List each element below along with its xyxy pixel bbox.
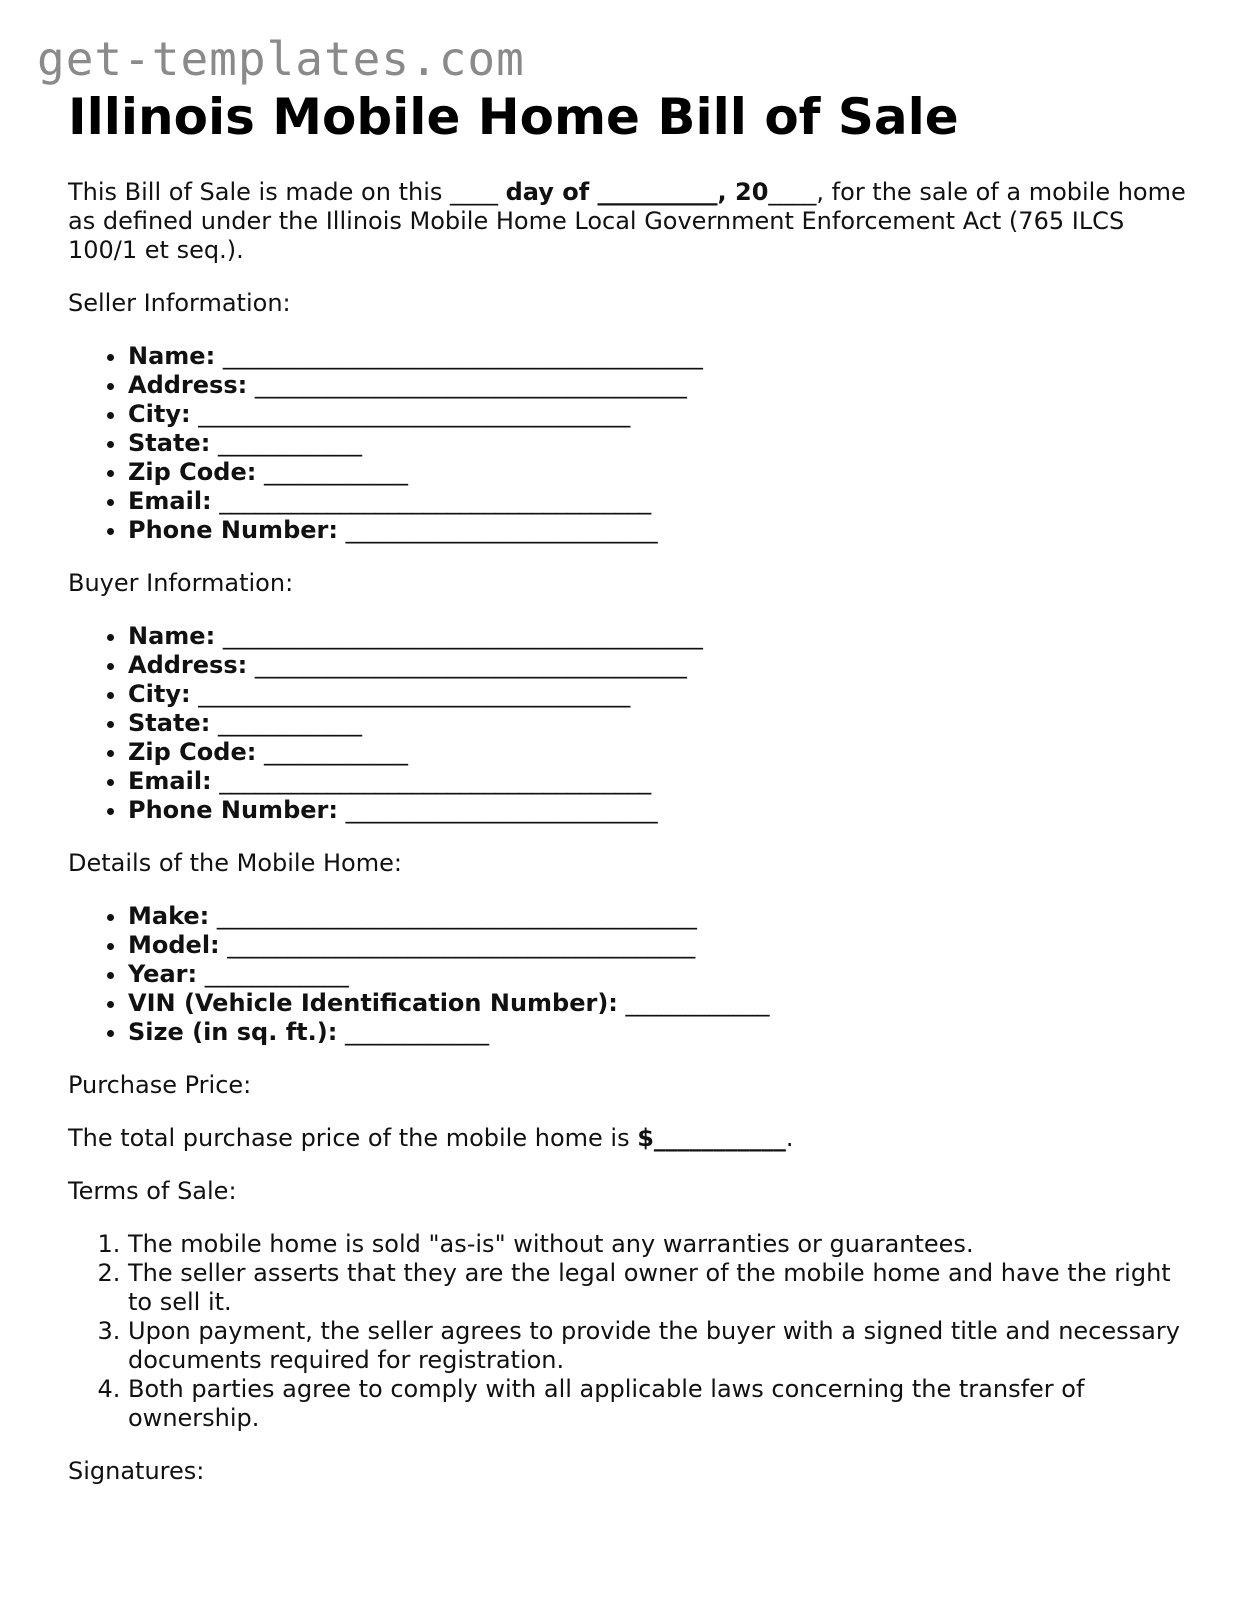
term-item: 3. Upon payment, the seller agrees to provide the buyer with a signed title and necessary documents required for registration. [128,1317,1188,1375]
field-label: VIN (Vehicle Identification Number): [128,989,618,1017]
buyer-state-field [128,709,1188,738]
field-label: Email: [128,767,212,795]
field-label: Phone Number: [128,516,338,544]
intro-text-1: This Bill of Sale is made on this ____ [68,178,506,206]
field-blank[interactable]: ____________________________________ [219,767,652,795]
intro-text-2: ____, for the sale of a mobile home as defined under the Illinois Mobile Home Local Government Enforcement Act (765 ILCS 100/1 et seq.). [68,178,1186,264]
watermark: get-templates.com [37,32,525,86]
field-label: State: [128,709,211,737]
home-vin-field [128,989,1188,1018]
intro-date-bold: day of __________, 20 [505,178,769,206]
terms-heading: Terms of Sale: [68,1177,237,1205]
purchase-price-blank[interactable]: $___________ [637,1124,786,1152]
buyer-address-field [128,651,1188,680]
home-fields [68,902,1188,1047]
field-blank[interactable]: ____________________________________ [219,487,652,515]
field-label: Size (in sq. ft.): [128,1018,338,1046]
buyer-heading: Buyer Information: [68,569,294,597]
seller-city-field [128,400,1188,429]
term-item: 2. The seller asserts that they are the legal owner of the mobile home and have the right to sell it. [128,1259,1188,1317]
field-label: Zip Code: [128,458,257,486]
seller-state-field [128,429,1188,458]
home-make-field [128,902,1188,931]
field-label: Zip Code: [128,738,257,766]
field-label: Phone Number: [128,796,338,824]
field-label: State: [128,429,211,457]
field-label: Email: [128,487,212,515]
field-label: Address: [128,651,248,679]
field-label: Address: [128,371,248,399]
term-item: 4. Both parties agree to comply with all applicable laws concerning the transfer of ownership. [128,1375,1188,1433]
seller-phone-field [128,516,1188,545]
buyer-city-field [128,680,1188,709]
term-item: 1. The mobile home is sold "as-is" without any warranties or guarantees. [128,1230,1188,1259]
field-blank[interactable]: __________________________ [345,796,658,824]
field-blank[interactable]: ________________________________________ [222,622,703,650]
field-blank[interactable]: ____________________________________ [198,680,631,708]
field-blank[interactable]: ____________ [217,709,362,737]
purchase-price-text: The total purchase price of the mobile home is [68,1124,638,1152]
seller-zip-field [128,458,1188,487]
field-label: City: [128,680,191,708]
buyer-email-field [128,767,1188,796]
purchase-price-heading: Purchase Price: [68,1071,252,1099]
document-body [68,86,1188,1486]
buyer-fields [68,622,1188,825]
terms-list [68,1230,1188,1433]
field-blank[interactable]: ____________ [625,989,770,1017]
field-blank[interactable]: ________________________________________ [222,342,703,370]
home-model-field [128,931,1188,960]
home-details-heading: Details of the Mobile Home: [68,849,402,877]
signatures-heading: Signatures: [68,1457,205,1485]
field-blank[interactable]: ____________ [263,458,408,486]
seller-email-field [128,487,1188,516]
seller-fields [68,342,1188,545]
home-year-field [128,960,1188,989]
purchase-price-end: . [785,1124,794,1152]
field-blank[interactable]: _______________________________________ [227,931,696,959]
field-label: Year: [128,960,198,988]
purchase-price-line [68,1124,1188,1153]
home-size-field [128,1018,1188,1047]
field-blank[interactable]: ____________ [263,738,408,766]
intro-paragraph [68,178,1188,265]
field-blank[interactable]: ____________ [217,429,362,457]
field-blank[interactable]: ________________________________________ [216,902,697,930]
field-blank[interactable]: ____________________________________ [198,400,631,428]
field-blank[interactable]: ____________ [344,1018,489,1046]
page-title: Illinois Mobile Home Bill of Sale [68,88,959,146]
seller-heading: Seller Information: [68,289,291,317]
field-label: Model: [128,931,220,959]
buyer-name-field [128,622,1188,651]
seller-address-field [128,371,1188,400]
buyer-phone-field [128,796,1188,825]
field-blank[interactable]: ____________________________________ [254,651,687,679]
field-label: Name: [128,342,216,370]
field-blank[interactable]: __________________________ [345,516,658,544]
field-blank[interactable]: ____________ [204,960,349,988]
buyer-zip-field [128,738,1188,767]
seller-name-field [128,342,1188,371]
field-label: City: [128,400,191,428]
field-label: Name: [128,622,216,650]
field-blank[interactable]: ____________________________________ [254,371,687,399]
field-label: Make: [128,902,210,930]
